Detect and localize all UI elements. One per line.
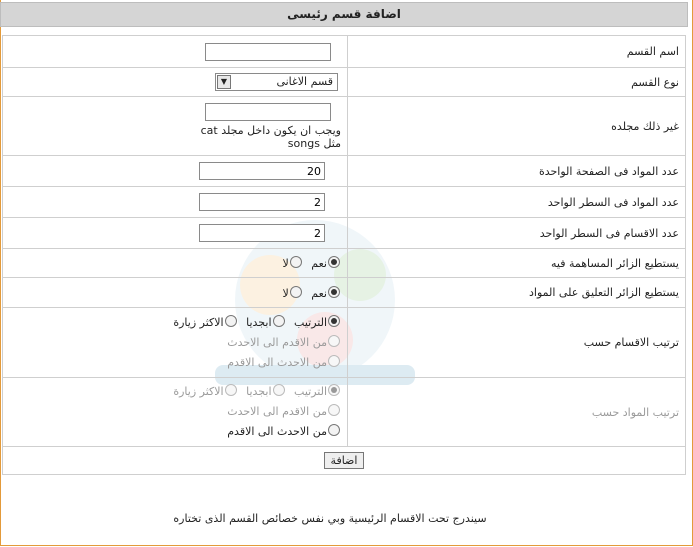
row-items-per-page (3, 156, 686, 187)
sort-sections-visited-radio[interactable] (225, 315, 237, 327)
row-visitor-comment (3, 278, 686, 308)
folder-label: غير ذلك مجلده (348, 97, 686, 156)
sort-items-order-label: الترتيب (294, 385, 327, 398)
chevron-down-icon[interactable]: ▼ (217, 75, 231, 89)
visitor-contribute-yes-label: نعم (311, 257, 327, 270)
row-sort-sections (3, 308, 686, 378)
sort-items-old-new-label: من الاقدم الى الاحدث (227, 405, 327, 418)
sort-sections-order-radio[interactable] (328, 315, 340, 327)
sort-sections-order-label: الترتيب (294, 315, 327, 329)
add-section-form (2, 35, 686, 475)
section-type-selected: قسم الاغانى (276, 75, 333, 88)
row-submit (3, 447, 686, 475)
visitor-comment-no-label: لا (282, 286, 289, 300)
items-per-row-input[interactable] (199, 193, 325, 211)
row-folder (3, 97, 686, 156)
sort-items-label: ترتيب المواد حسب (348, 378, 686, 447)
sort-sections-alpha-radio[interactable] (273, 315, 285, 327)
section-name-input[interactable] (205, 43, 331, 61)
items-per-row-label: عدد المواد فى السطر الواحد (348, 187, 686, 218)
row-sections-per-row (3, 218, 686, 249)
visitor-contribute-no-label: لا (282, 257, 289, 270)
sort-sections-alpha-label: ابجديا (246, 315, 272, 329)
sort-items-old-new-radio[interactable] (328, 404, 340, 416)
section-type-select[interactable] (215, 73, 338, 91)
sort-items-visited-radio[interactable] (225, 384, 237, 396)
sort-items-order-radio[interactable] (328, 384, 340, 396)
sort-sections-visited-label: الاكثر زيارة (173, 315, 224, 329)
sections-per-row-input[interactable] (199, 224, 325, 242)
sort-items-alpha-label: ابجديا (246, 385, 272, 398)
folder-note-line2: مثل songs (287, 136, 341, 150)
folder-input[interactable] (205, 103, 331, 121)
row-section-name (3, 36, 686, 68)
sections-per-row-label: عدد الاقسام فى السطر الواحد (348, 218, 686, 249)
folder-note-line1: ويجب ان يكون داخل مجلد cat (200, 123, 341, 137)
visitor-comment-label: يستطيع الزائر التعليق على المواد (348, 278, 686, 308)
page-title: اضافة قسم رئيسى (0, 2, 688, 27)
sort-items-new-old-radio[interactable] (328, 424, 340, 436)
sort-sections-new-old-radio[interactable] (328, 355, 340, 367)
sort-items-visited-label: الاكثر زيارة (173, 385, 224, 398)
sort-items-alpha-radio[interactable] (273, 384, 285, 396)
sort-sections-old-new-radio[interactable] (328, 335, 340, 347)
sort-items-new-old-label: من الاحدث الى الاقدم (227, 425, 327, 438)
footer-note: سيندرج تحت الاقسام الرئيسية وبي نفس خصائص القسم الذى تختاره (173, 512, 487, 525)
sort-sections-old-new-label: من الاقدم الى الاحدث (227, 335, 327, 349)
section-name-label: اسم القسم (348, 36, 686, 68)
sort-sections-new-old-label: من الاحدث الى الاقدم (227, 355, 327, 369)
visitor-comment-yes-label: نعم (311, 286, 327, 300)
visitor-comment-no-radio[interactable] (290, 286, 302, 298)
section-type-label: نوع القسم (348, 68, 686, 97)
row-items-per-row (3, 187, 686, 218)
visitor-contribute-yes-radio[interactable] (328, 256, 340, 268)
row-section-type (3, 68, 686, 97)
visitor-comment-yes-radio[interactable] (328, 286, 340, 298)
items-per-page-label: عدد المواد فى الصفحة الواحدة (348, 156, 686, 187)
row-sort-items (3, 378, 686, 447)
items-per-page-input[interactable] (199, 162, 325, 180)
row-visitor-contribute (3, 249, 686, 278)
submit-button[interactable]: اضافة (324, 452, 365, 469)
visitor-contribute-label: يستطيع الزائر المساهمة فيه (348, 249, 686, 278)
sort-sections-label: ترتيب الاقسام حسب (348, 308, 686, 378)
visitor-contribute-no-radio[interactable] (290, 256, 302, 268)
